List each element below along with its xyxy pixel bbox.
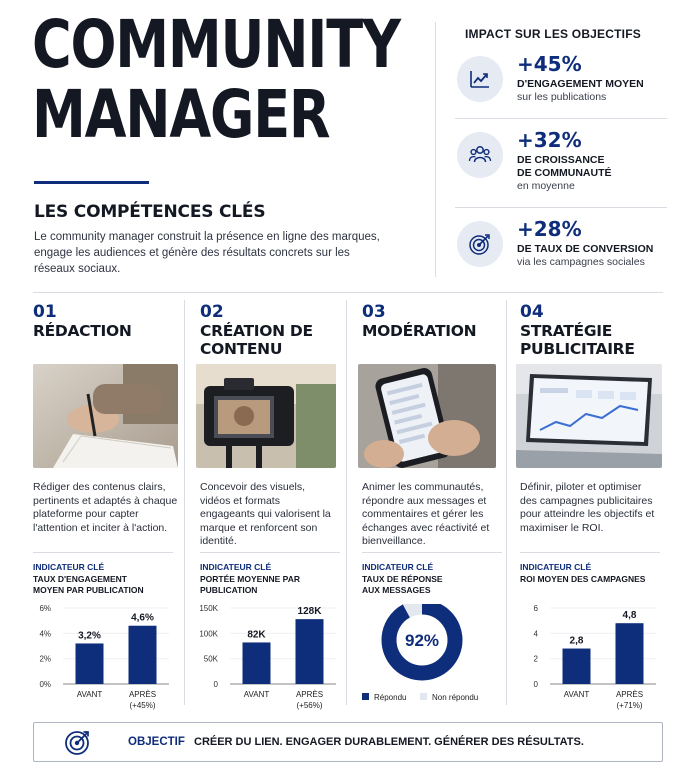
donut-center-label: 92% [404,631,440,650]
title-underline [34,181,149,184]
bar-value-label: 3,2% [78,630,101,642]
skill-description: Concevoir des visuels, vidéos et formats engageants qui valorisent la marque et renforcent son identité. [200,481,331,547]
x-tick-label: AVANT [243,690,270,699]
y-tick-label: 0 [533,680,538,689]
indicator-title: ROI MOYEN DES CAMPAGNES [520,574,646,584]
indicator-divider [200,552,340,553]
bar [563,649,591,684]
y-tick-label: 4 [533,629,538,639]
legend-label: Répondu [374,693,407,702]
target-icon [64,728,92,756]
impact-label: D'ENGAGEMENT MOYEN [517,78,644,90]
y-tick-label: 150K [199,604,218,613]
indicator-label: INDICATEUR CLÉ [520,562,592,572]
impact-value: +28% [517,217,582,241]
phone-photo [358,364,496,468]
main-title-line2: MANAGER [32,76,330,153]
impact-subtext: via les campagnes sociales [517,256,645,268]
bar [243,642,271,684]
bar-value-label: 4,8 [622,610,637,622]
impact-label: DE CROISSANCE DE COMMUNAUTÉ [517,154,612,179]
section-divider [33,292,663,293]
y-tick-label: 0% [39,680,51,689]
skill-title: STRATÉGIE PUBLICITAIRE [520,322,635,358]
skill-title: CRÉATION DE CONTENU [200,322,313,358]
bar [129,626,157,684]
main-title [32,6,400,153]
skill-column-creation [200,300,350,712]
bar-value-label: 4,6% [131,612,154,624]
intro-text: Le community manager construit la présence en ligne des marques, engage les audiences et génère des résultats concrets sur les réseaux sociaux. [34,231,380,275]
skill-description: Définir, piloter et optimiser des campagnes publicitaires pour atteindre les objectifs et maximiser le ROI. [520,481,655,534]
indicator-label: INDICATEUR CLÉ [362,562,434,572]
indicator-label: INDICATEUR CLÉ [200,562,272,572]
x-tick-label: APRÈS [295,690,324,699]
y-tick-label: 4% [39,629,51,639]
legend-label: Non répondu [432,693,479,702]
indicator-title: PORTÉE MOYENNE PAR PUBLICATION [200,574,300,595]
skill-column-strategy [520,300,670,712]
skill-column-redaction [33,300,183,712]
legend-swatch [420,693,427,700]
main-title-line1: COMMUNITY [32,6,400,83]
skill-title: RÉDACTION [33,322,132,340]
skill-description: Rédiger des contenus clairs, pertinents et adaptés à chaque plateforme pour capter l'attention et inciter à l'action. [33,481,178,534]
impact-item [455,217,667,309]
objective-text: CRÉER DU LIEN. ENGAGER DURABLEMENT. GÉNÉRER DES RÉSULTATS. [194,736,584,748]
skill-number: 03 [362,302,386,322]
objective-label: OBJECTIF [128,736,185,748]
objective-banner [33,722,663,762]
target-icon [457,221,503,267]
indicator-divider [33,552,173,553]
indicator-label: INDICATEUR CLÉ [33,562,105,572]
indicator-title: TAUX D'ENGAGEMENT MOYEN PAR PUBLICATION [33,574,144,595]
indicator-divider [520,552,660,553]
skill-column-moderation [362,300,512,712]
x-tick-note: (+45%) [129,701,156,710]
impact-value: +32% [517,128,582,152]
skill-description: Animer les communautés, répondre aux messages et commentaires et gérer les échanges avec réactivité et bienveillance. [362,481,490,547]
response-donut-chart [358,604,508,716]
laptop-photo [516,364,662,468]
y-tick-label: 2 [533,654,538,664]
y-tick-label: 6% [39,604,51,613]
impact-subtext: en moyenne [517,180,575,192]
x-tick-label: AVANT [563,690,590,699]
chart-up-icon [457,56,503,102]
skill-title: MODÉRATION [362,322,477,340]
skill-number: 04 [520,302,544,322]
y-tick-label: 100K [199,629,218,639]
bar-value-label: 128K [297,606,322,618]
impact-divider [455,118,667,119]
impact-label: DE TAUX DE CONVERSION [517,243,654,255]
x-tick-note: (+71%) [616,701,643,710]
x-tick-label: APRÈS [128,690,157,699]
indicator-title: TAUX DE RÉPONSE AUX MESSAGES [362,574,443,595]
x-tick-label: APRÈS [615,690,644,699]
roi-bar-chart [516,604,666,714]
users-icon [457,132,503,178]
x-tick-note: (+56%) [296,701,323,710]
bar-value-label: 82K [247,629,266,641]
bar-value-label: 2,8 [569,635,584,647]
y-tick-label: 6 [533,604,538,613]
camera-photo [196,364,336,468]
impact-subtext: sur les publications [517,91,607,103]
section-title: LES COMPÉTENCES CLÉS [34,202,266,222]
y-tick-label: 0 [213,680,218,689]
x-tick-label: AVANT [76,690,103,699]
legend-swatch [362,693,369,700]
y-tick-label: 50K [203,654,218,664]
indicator-divider [362,552,502,553]
bar [76,643,104,684]
impact-divider [455,207,667,208]
header-divider [435,22,436,277]
reach-bar-chart [196,604,346,714]
engagement-bar-chart [29,604,179,714]
writing-photo [33,364,178,468]
impact-value: +45% [517,52,582,76]
bar [296,619,324,684]
column-divider [184,300,185,705]
bar [616,623,644,684]
skill-number: 01 [33,302,57,322]
impact-title: IMPACT SUR LES OBJECTIFS [465,27,641,41]
y-tick-label: 2% [39,654,51,664]
skill-number: 02 [200,302,224,322]
